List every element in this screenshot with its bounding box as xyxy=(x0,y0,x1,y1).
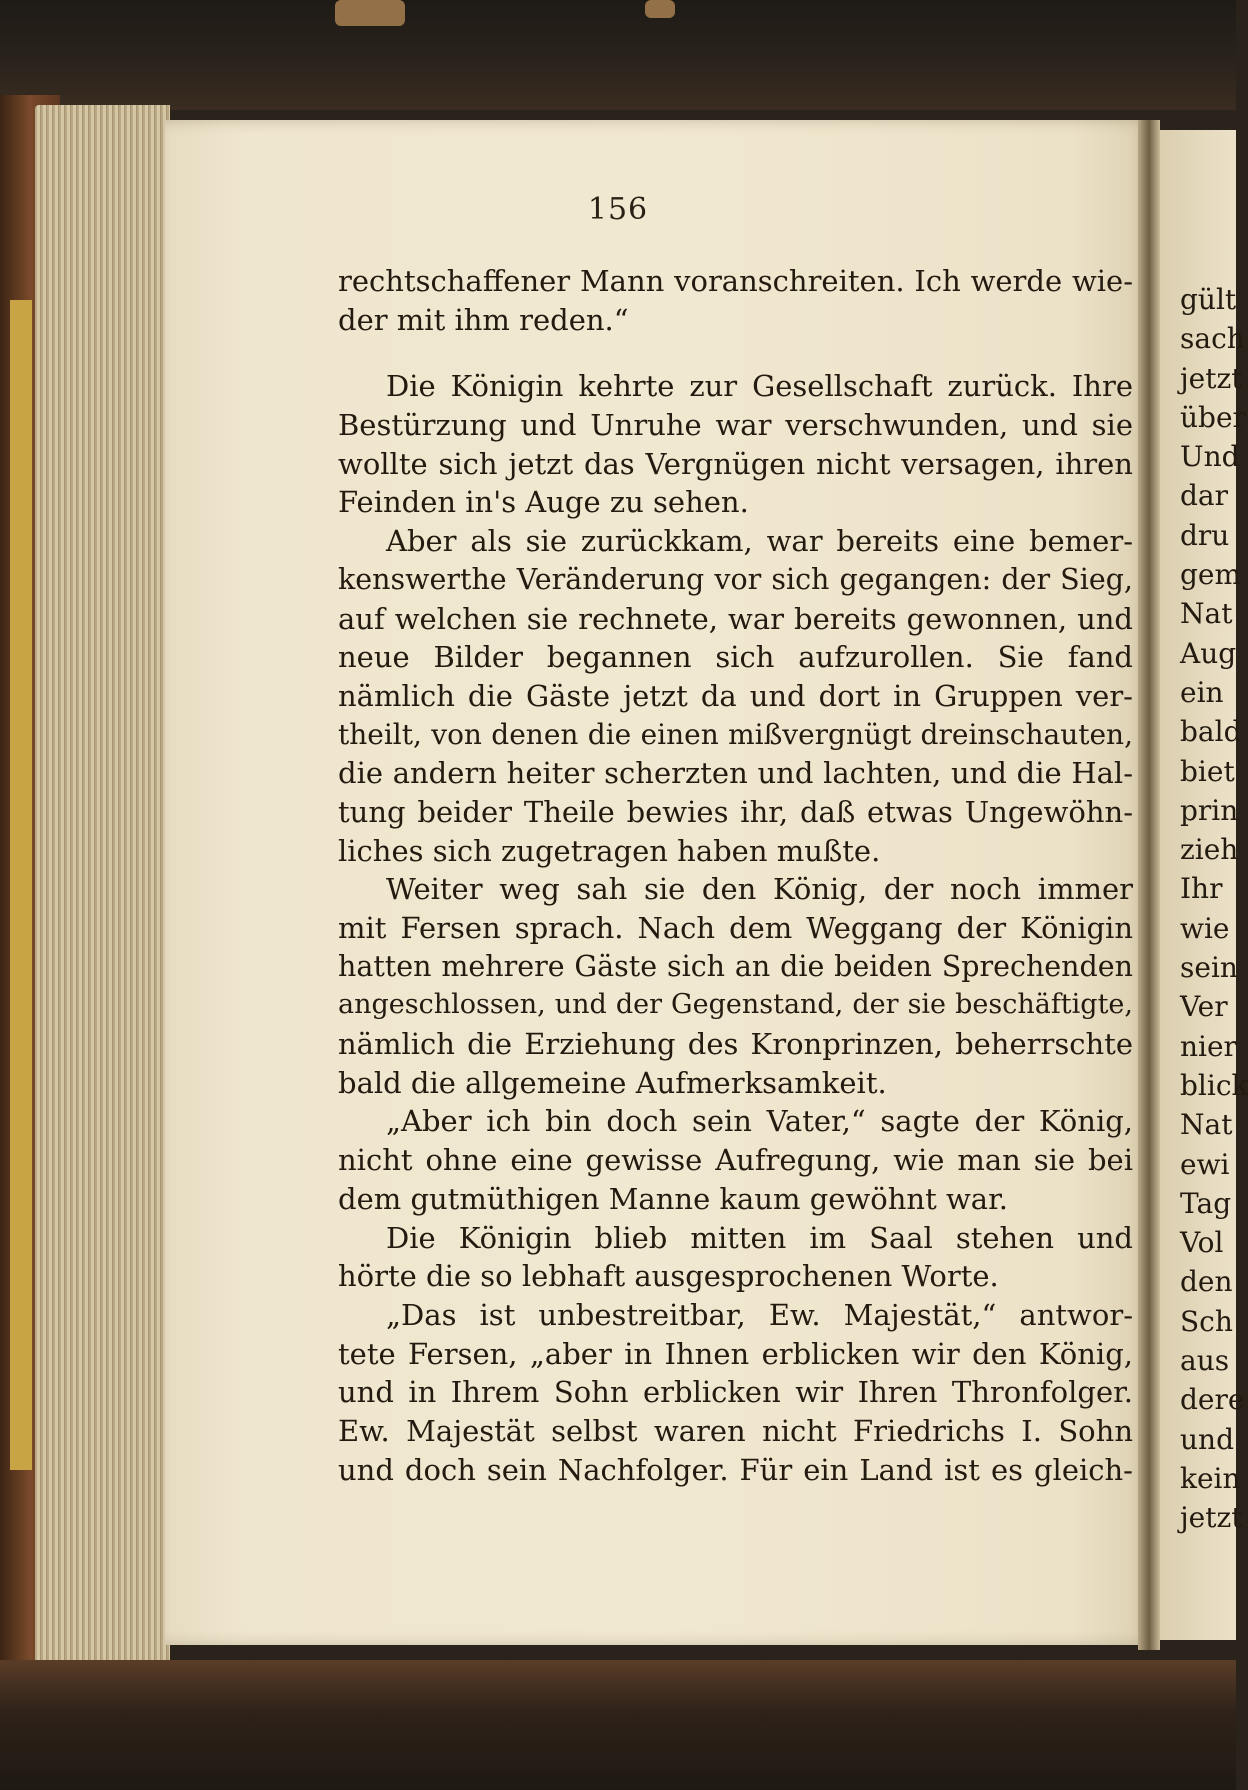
text-line: neue Bilder begannen sich aufzurollen. Sie fand xyxy=(338,640,1133,675)
text-line: hörte die so lebhaft ausgesprochenen Worte. xyxy=(338,1259,999,1294)
facing-text-fragment: biet xyxy=(1180,754,1235,788)
text-line: rechtschaffener Mann voranschreiten. Ich werde wie- xyxy=(338,264,1133,298)
facing-text-fragment: Vol xyxy=(1180,1226,1224,1260)
text-line: und doch sein Nachfolger. Für ein Land ist es gleich- xyxy=(338,1452,1133,1487)
text-line: hatten mehrere Gäste sich an die beiden Sprechenden xyxy=(338,949,1133,983)
text-line: und in Ihrem Sohn erblicken wir Ihren Thronfolger. xyxy=(338,1375,1133,1410)
facing-text-fragment: gem xyxy=(1180,558,1242,592)
facing-text-fragment: jetzt xyxy=(1180,361,1243,395)
text-line: theilt, von denen die einen mißvergnügt dreinschauten, xyxy=(338,717,1133,751)
book-cover-top xyxy=(0,0,1236,110)
facing-text-fragment: ewi xyxy=(1180,1147,1230,1181)
facing-page-text xyxy=(1180,280,1248,1538)
facing-text-fragment: und xyxy=(1180,1422,1234,1456)
facing-text-fragment: bald xyxy=(1180,715,1242,749)
facing-text-fragment: Tag xyxy=(1180,1186,1232,1220)
paragraph-gap xyxy=(338,339,1133,367)
facing-text-fragment: gült xyxy=(1180,283,1237,316)
facing-text-fragment: über xyxy=(1180,400,1246,434)
text-line: bald die allgemeine Aufmerksamkeit. xyxy=(338,1065,887,1100)
facing-text-fragment: Ihr xyxy=(1180,872,1223,906)
facing-text-fragment: zieh xyxy=(1180,833,1239,867)
facing-text-fragment: kein xyxy=(1180,1461,1241,1495)
facing-text-fragment: Und xyxy=(1180,440,1240,474)
tape-mark xyxy=(645,0,675,18)
text-line: Bestürzung und Unruhe war verschwunden, und sie xyxy=(338,408,1133,443)
text-line: Feinden in's Auge zu sehen. xyxy=(338,485,749,520)
text-line: „Aber ich bin doch sein Vater,“ sagte der König, xyxy=(386,1104,1133,1139)
page-number: 156 xyxy=(587,192,649,227)
text-line: tete Fersen, „aber in Ihnen erblicken wir den König, xyxy=(338,1336,1133,1371)
facing-text-fragment: sein xyxy=(1180,951,1238,985)
facing-text-fragment: Nat xyxy=(1180,597,1233,631)
text-line: der mit ihm reden.“ xyxy=(338,302,629,337)
facing-text-fragment: dere xyxy=(1180,1383,1245,1417)
text-line: nämlich die Erziehung des Kronprinzen, beherrschte xyxy=(338,1027,1133,1062)
facing-text-fragment: wie xyxy=(1180,911,1230,945)
facing-text-fragment: den xyxy=(1180,1265,1233,1299)
text-line: liches sich zugetragen haben mußte. xyxy=(338,833,881,868)
text-line: Weiter weg sah sie den König, der noch immer xyxy=(386,872,1133,907)
facing-text-fragment: nier xyxy=(1180,1029,1237,1063)
page-stack xyxy=(35,105,170,1665)
facing-text-fragment: Sch xyxy=(1180,1304,1233,1338)
bookmark-strip xyxy=(10,300,32,1470)
facing-text-fragment: prin xyxy=(1180,793,1239,827)
tape-mark xyxy=(335,0,405,26)
text-line: Die Königin blieb mitten im Saal stehen und xyxy=(386,1220,1133,1255)
text-line: dem gutmüthigen Manne kaum gewöhnt war. xyxy=(338,1181,1008,1216)
book-gutter xyxy=(1138,120,1160,1650)
book-cover-bottom xyxy=(0,1660,1236,1790)
facing-text-fragment: blick xyxy=(1180,1068,1248,1102)
facing-text-fragment: Aug xyxy=(1180,636,1237,670)
text-line: nicht ohne eine gewisse Aufregung, wie man sie bei xyxy=(338,1143,1133,1178)
text-line: auf welchen sie rechnete, war bereits gewonnen, und xyxy=(338,601,1133,636)
facing-text-fragment: ein xyxy=(1180,675,1224,709)
text-line: Aber als sie zurückkam, war bereits eine bemer- xyxy=(386,524,1133,559)
page-text xyxy=(338,262,1133,1489)
text-line: Die Königin kehrte zur Gesellschaft zurück. Ihre xyxy=(386,369,1133,404)
facing-text-fragment: Nat xyxy=(1180,1108,1233,1142)
text-line: Ew. Majestät selbst waren nicht Friedrichs I. Sohn xyxy=(338,1413,1133,1448)
facing-text-fragment: jetzt xyxy=(1180,1501,1243,1535)
facing-text-fragment: sach xyxy=(1180,322,1245,356)
text-line: tung beider Theile bewies ihr, daß etwas Ungewöhn- xyxy=(338,794,1133,829)
text-line: angeschlossen, und der Gegenstand, der sie beschäftigte, xyxy=(338,989,1133,1021)
text-line: „Das ist unbestreitbar, Ew. Majestät,“ antwor- xyxy=(386,1297,1133,1332)
text-line: die andern heiter scherzten und lachten, und die Hal- xyxy=(338,756,1133,791)
text-line: wollte sich jetzt das Vergnügen nicht versagen, ihren xyxy=(338,446,1133,481)
text-line: kenswerthe Veränderung vor sich gegangen: der Sieg, xyxy=(338,562,1133,596)
facing-text-fragment: dru xyxy=(1180,518,1230,552)
text-line: mit Fersen sprach. Nach dem Weggang der Königin xyxy=(338,911,1133,945)
facing-text-fragment: aus xyxy=(1180,1344,1230,1378)
facing-text-fragment: Ver xyxy=(1180,990,1228,1024)
facing-text-fragment: dar xyxy=(1180,479,1229,513)
text-line: nämlich die Gäste jetzt da und dort in Gruppen ver- xyxy=(338,678,1133,713)
